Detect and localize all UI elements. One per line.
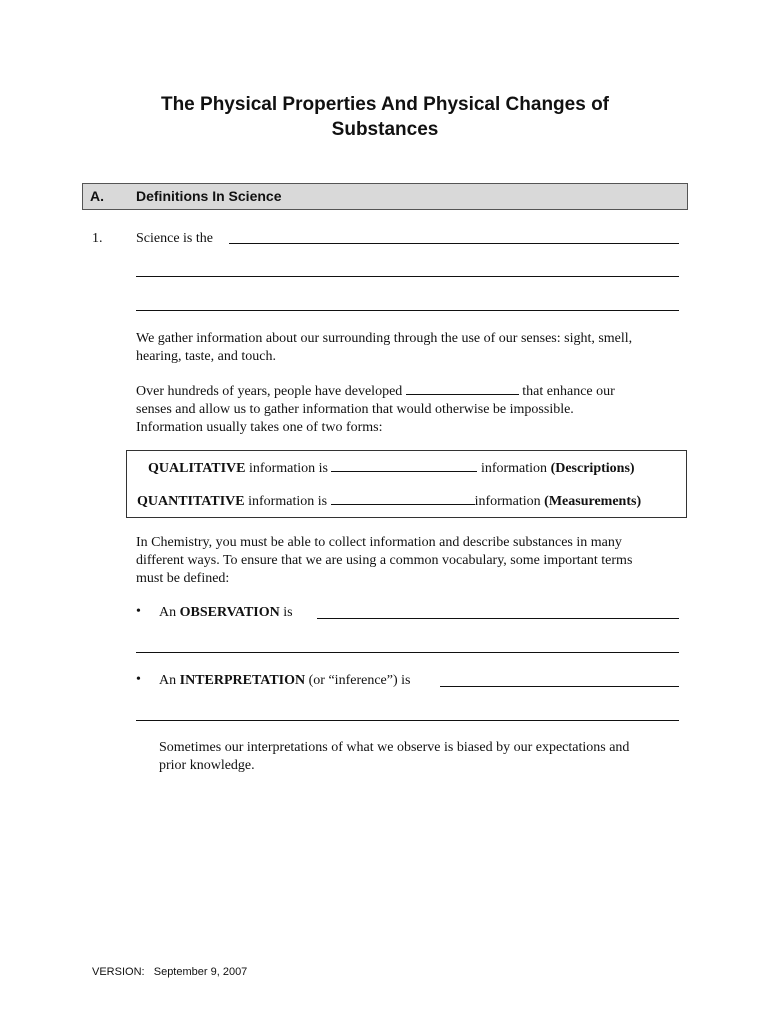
qualitative-tail: information <box>480 461 548 476</box>
bullet-icon: • <box>136 604 141 619</box>
answer-line <box>136 310 679 311</box>
interpretation-item <box>159 672 410 690</box>
item-number: 1. <box>92 231 103 246</box>
fill-blank <box>331 492 475 505</box>
quantitative-tail: information <box>474 494 541 509</box>
answer-line <box>229 243 679 244</box>
section-letter: A. <box>90 188 104 204</box>
quantitative-paren: (Measurements) <box>544 494 642 509</box>
document-title <box>0 92 770 142</box>
paragraph-tools <box>136 382 615 437</box>
paragraph-line: must be defined: <box>136 571 230 586</box>
paragraph-text: Over hundreds of years, people have developed <box>136 384 403 399</box>
paragraph-chemistry <box>136 534 632 588</box>
answer-line <box>317 618 679 619</box>
qualitative-paren: (Descriptions) <box>550 461 635 476</box>
observation-term: OBSERVATION <box>179 605 280 620</box>
answer-line <box>136 652 679 653</box>
paragraph-line: prior knowledge. <box>159 758 255 773</box>
paragraph-text: that enhance our <box>522 384 615 399</box>
paragraph-line: different ways. To ensure that we are using a common vocabulary, some important terms <box>136 553 633 568</box>
version-footer: VERSION: September 9, 2007 <box>92 966 248 978</box>
qualitative-term: QUALITATIVE <box>148 461 246 476</box>
answer-line <box>136 276 679 277</box>
answer-line <box>136 720 679 721</box>
paragraph-line: senses and allow us to gather information that would otherwise be impossible. <box>136 402 574 417</box>
bullet-icon: • <box>136 672 141 687</box>
paragraph-line: Information usually takes one of two forms: <box>136 420 383 435</box>
paragraph-line <box>136 382 615 401</box>
paragraph-bias <box>159 739 629 775</box>
interpretation-pre: An <box>159 673 177 688</box>
quantitative-term: QUANTITATIVE <box>137 494 245 509</box>
paragraph-senses <box>136 330 632 366</box>
item-text: Science is the <box>136 231 213 246</box>
qualitative-row <box>148 459 635 478</box>
fill-blank <box>406 382 519 395</box>
section-title: Definitions In Science <box>136 188 282 204</box>
paragraph-line: Sometimes our interpretations of what we observe is biased by our expectations and <box>159 740 630 755</box>
qualitative-mid: information is <box>249 461 328 476</box>
paragraph-line: We gather information about our surrounding through the use of our senses: sight, smell, <box>136 331 633 346</box>
observation-item <box>159 604 293 622</box>
paragraph-line: hearing, taste, and touch. <box>136 349 276 364</box>
title-line-1: The Physical Properties And Physical Changes of <box>160 94 610 115</box>
interpretation-term: INTERPRETATION <box>179 673 306 688</box>
answer-line <box>440 686 679 687</box>
observation-pre: An <box>159 605 177 620</box>
interpretation-post: (or “inference”) is <box>308 673 411 688</box>
observation-post: is <box>283 605 293 620</box>
fill-blank <box>331 459 477 472</box>
paragraph-line: In Chemistry, you must be able to collect information and describe substances in many <box>136 535 622 550</box>
title-line-2: Substances <box>331 119 439 140</box>
quantitative-row <box>137 492 641 511</box>
quantitative-mid: information is <box>248 494 328 509</box>
